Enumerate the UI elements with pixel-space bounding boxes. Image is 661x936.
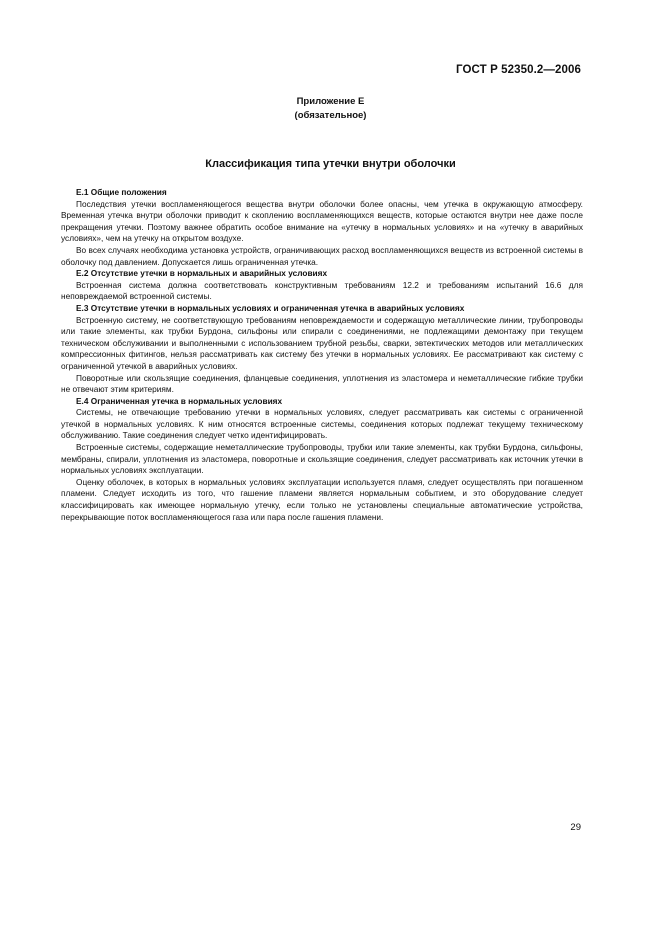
section-title-e3: Е.3 Отсутствие утечки в нормальных условиях и ограниченная утечка в аварийных условиях bbox=[76, 302, 465, 313]
paragraph: Поворотные или скользящие соединения, фланцевые соединения, уплотнения из эластомера и неметаллические гибкие трубки не отвечают этим критериям. bbox=[61, 372, 583, 395]
paragraph: Встроенная система должна соответствовать конструктивным требованиям 12.2 и требованиям испытаний 16.6 для неповреждаемой встроенной системы. bbox=[61, 279, 583, 302]
paragraph: Системы, не отвечающие требованию утечки в нормальных условиях, следует рассматривать как системы с ограниченной утечкой в нормальных условиях. К ним относятся встроенные системы, соединения которых подлежат текущему техническому обслуживанию. Такие соединения следует четко идентифицировать. bbox=[61, 407, 583, 441]
appendix-subtitle: (обязательное) bbox=[294, 110, 367, 121]
section-title-e1: Е.1 Общие положения bbox=[76, 187, 167, 197]
document-body bbox=[61, 187, 583, 523]
page-number: 29 bbox=[570, 822, 581, 833]
paragraph: Оценку оболочек, в которых в нормальных условиях эксплуатации используется пламя, следует осуществлять при погашенном пламени. Следует исходить из того, что гашение пламени является нормальным событием, и это оборудование следует классифицировать как имеющее нормальную утечку, если только не установлены специальные автоматические устройства, перекрывающие поток воспламеняющегося газа или пара после гашения пламени. bbox=[61, 476, 583, 522]
paragraph: Встроенную систему, не соответствующую требованиям неповреждаемости и содержащую металлические линии, трубопроводы или такие элементы, как трубки Бурдона, сильфоны или спирали с соединениями, не подлежащими демонтажу при текущем техническом обслуживании и выполненными с использованием трубной резьбы, сварки, эвтектических методов или металлических компрессионных фитингов, нельзя рассматривать как систему без утечки в нормальных условиях. Ее рассматривают как систему с ограниченной утечкой в аварийных условиях. bbox=[61, 314, 583, 371]
section-heading: Классификация типа утечки внутри оболочки bbox=[205, 158, 456, 170]
paragraph: Встроенные системы, содержащие неметаллические трубопроводы, трубки или такие элементы, как трубки Бурдона, сильфоны, мембраны, спирали, уплотнения из эластомера, поворотные и скользящие соединения, следует рассматривать как источник утечки в нормальных условиях эксплуатации. bbox=[61, 442, 583, 476]
paragraph: Последствия утечки воспламеняющегося вещества внутри оболочки более опасны, чем утечка в окружающую атмосферу. Временная утечка внутри оболочки приводит к скоплению воспламеняющихся веществ, которые остаются внутри нее даже после прекращения утечки. Поэтому важнее обратить особое внимание на «утечку в нормальных условиях» и на «утечку в аварийных условиях», чем на утечку на открытом воздухе. bbox=[61, 198, 583, 244]
section-title-e2: Е.2 Отсутствие утечки в нормальных и аварийных условиях bbox=[76, 268, 328, 279]
document-code: ГОСТ Р 52350.2—2006 bbox=[456, 64, 581, 76]
section-title-e4: Е.4 Ограниченная утечка в нормальных условиях bbox=[76, 395, 283, 406]
paragraph: Во всех случаях необходима установка устройств, ограничивающих расход воспламеняющихся веществ из встроенной системы в оболочку под давлением. Допускается лишь ограниченная утечка. bbox=[61, 244, 583, 267]
appendix-title: Приложение Е bbox=[296, 96, 365, 107]
